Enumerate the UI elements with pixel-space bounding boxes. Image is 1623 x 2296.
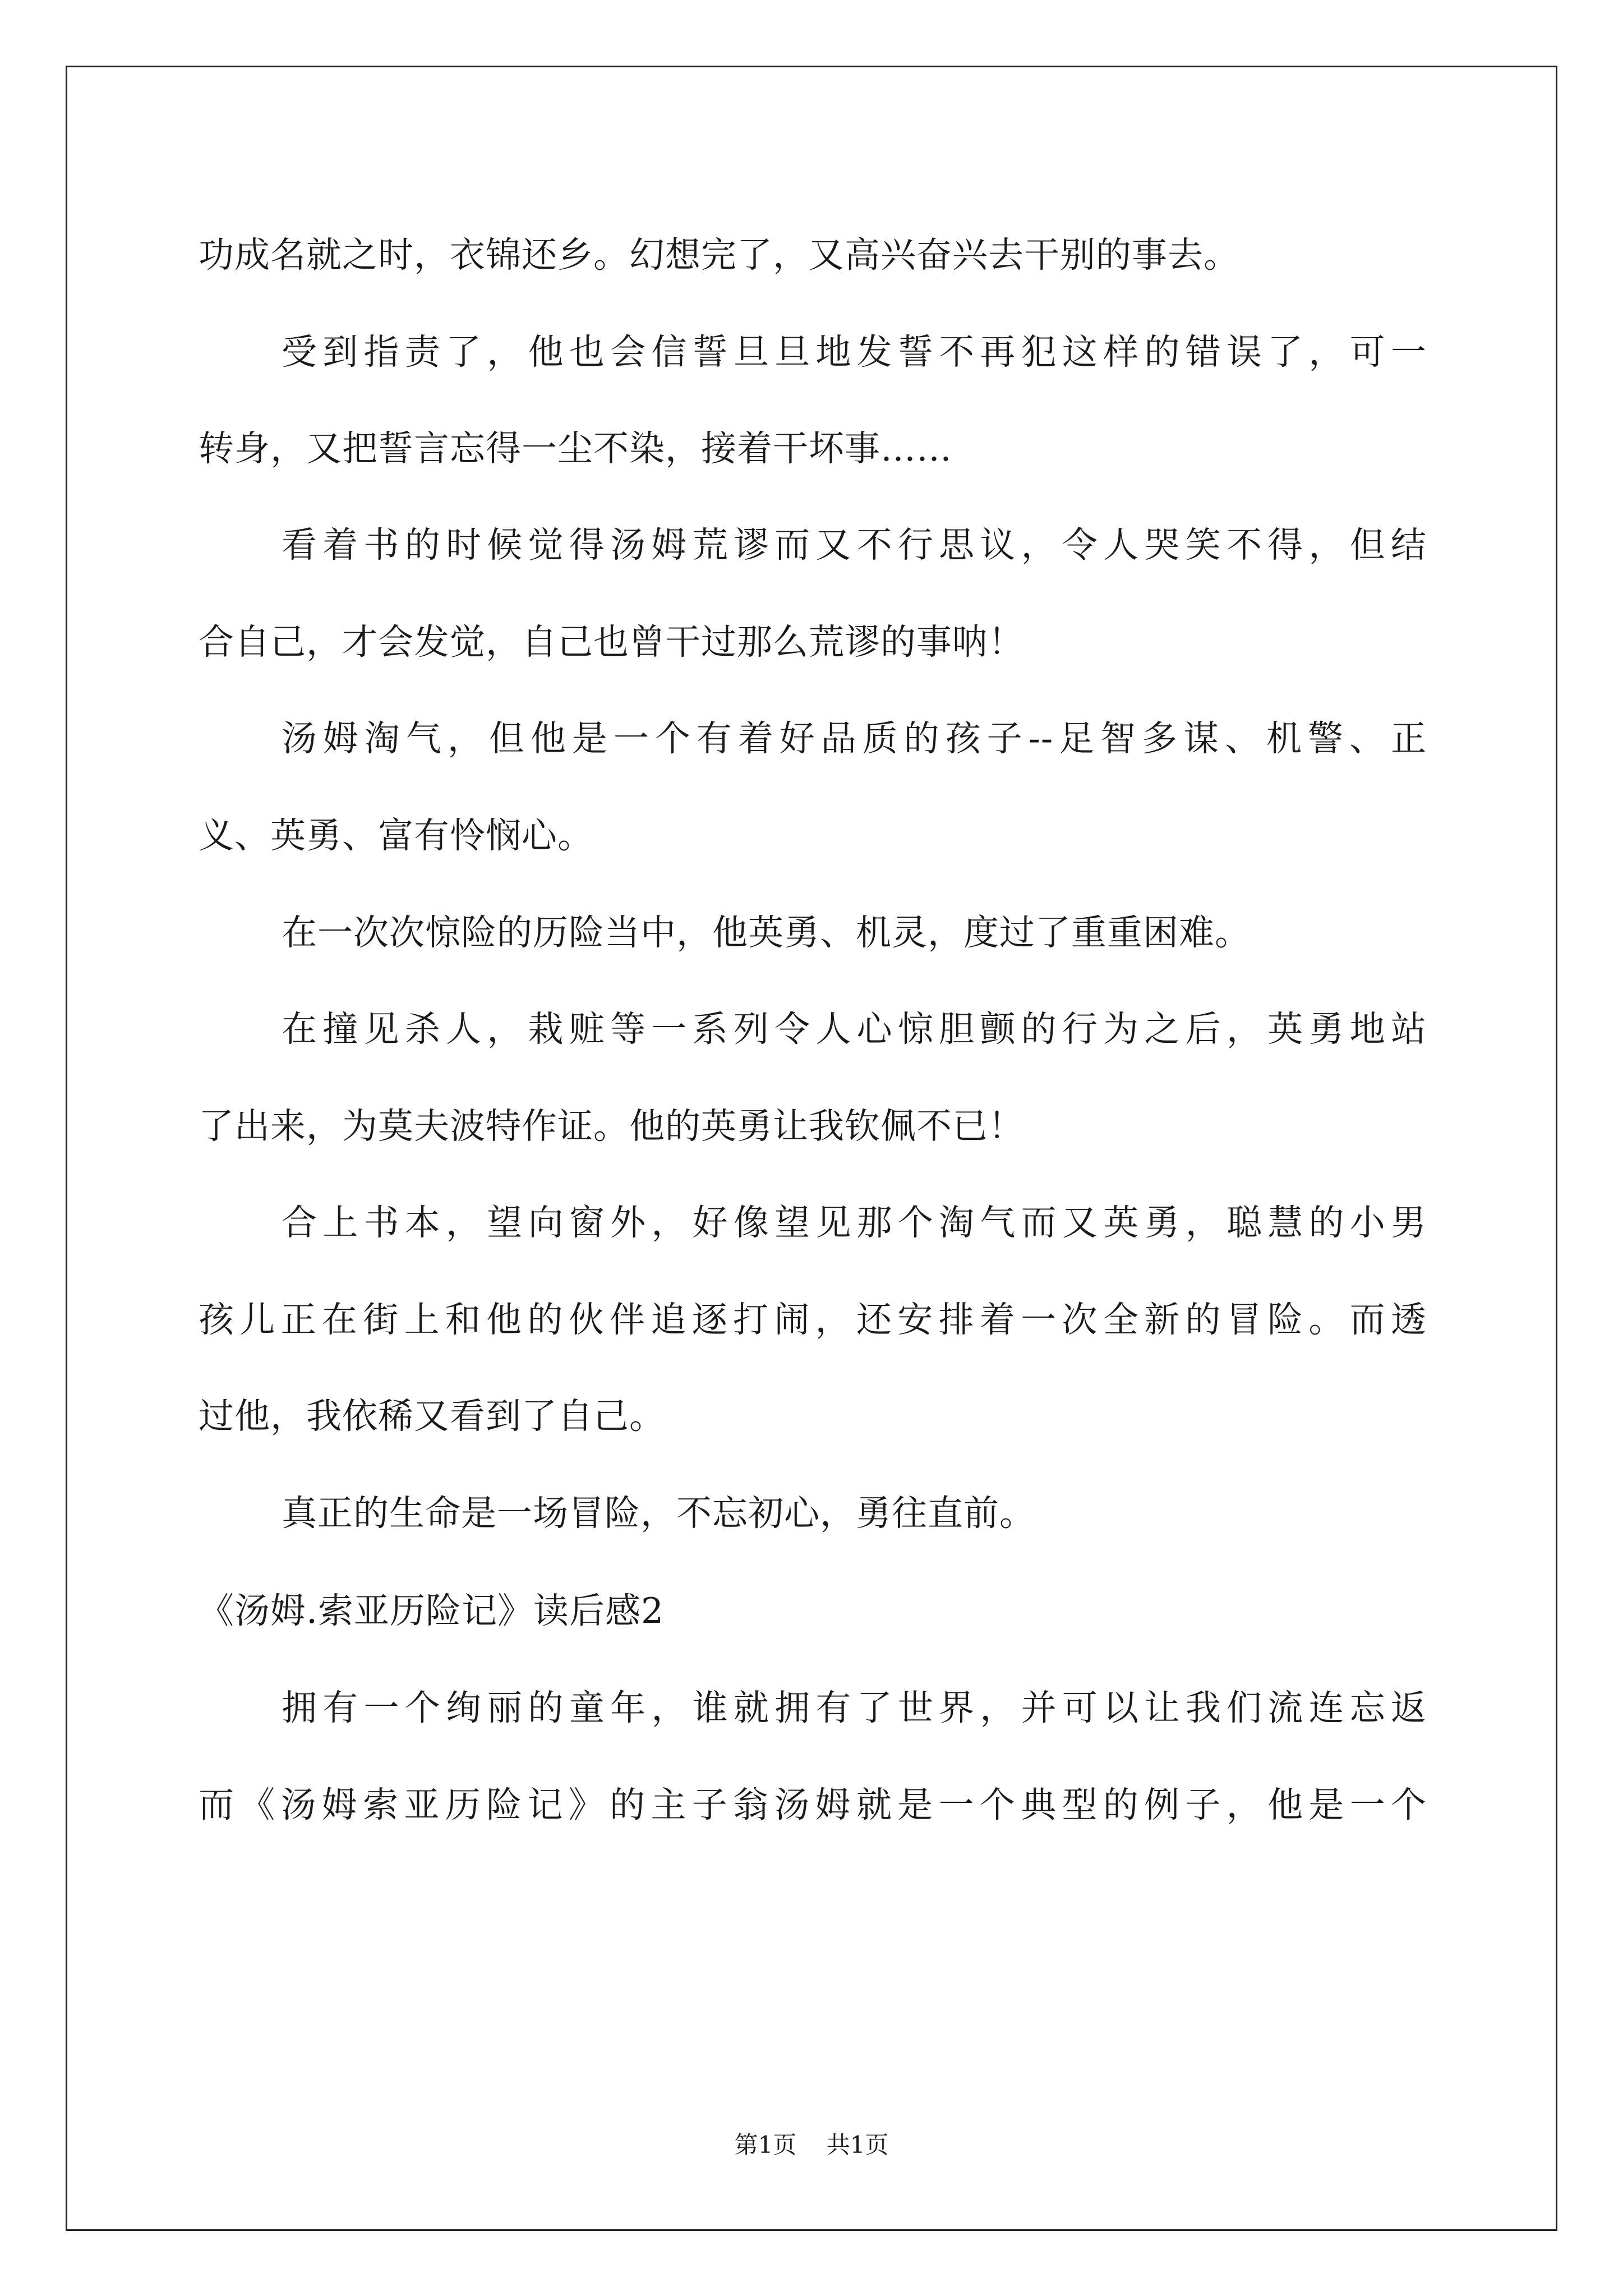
text-line: 孩儿正在街上和他的伙伴追逐打闹，还安排着一次全新的冒险。而透	[199, 1299, 1427, 1340]
section-title: 《汤姆.索亚历险记》读后感2	[199, 1590, 665, 1631]
paragraph-line: 受到指责了，他也会信誓旦旦地发誓不再犯这样的错误了，可一	[282, 332, 1427, 372]
page-footer	[0, 2131, 1623, 2160]
text-line: 转身，又把誓言忘得一尘不染，接着干坏事……	[199, 428, 952, 469]
paragraph-line: 看着书的时候觉得汤姆荒谬而又不行思议，令人哭笑不得，但结	[282, 524, 1427, 565]
paragraph-line: 汤姆淘气，但他是一个有着好品质的孩子--足智多谋、机警、正	[282, 718, 1427, 759]
paragraph-line: 在一次次惊险的历险当中，他英勇、机灵，度过了重重困难。	[282, 912, 1251, 953]
text-line: 而《汤姆索亚历险记》的主子翁汤姆就是一个典型的例子，他是一个	[199, 1784, 1427, 1825]
text-line: 过他，我依稀又看到了自己。	[199, 1396, 665, 1437]
text-line: 合自己，才会发觉，自己也曾干过那么荒谬的事呐！	[199, 622, 1024, 662]
page-total: 共1页	[826, 2131, 889, 2159]
page-number: 第1页	[734, 2131, 797, 2159]
text-line: 功成名就之时，衣锦还乡。幻想完了，又高兴奋兴去干别的事去。	[199, 234, 1239, 275]
paragraph-line: 在撞见杀人，栽赃等一系列令人心惊胆颤的行为之后，英勇地站	[282, 1009, 1427, 1050]
paragraph-line: 真正的生命是一场冒险，不忘初心，勇往直前。	[282, 1493, 1035, 1534]
text-line: 了出来，为莫夫波特作证。他的英勇让我钦佩不已！	[199, 1106, 1024, 1147]
paragraph-line: 合上书本，望向窗外，好像望见那个淘气而又英勇，聪慧的小男	[282, 1202, 1427, 1243]
paragraph-line: 拥有一个绚丽的童年，谁就拥有了世界，并可以让我们流连忘返	[282, 1687, 1427, 1728]
text-line: 义、英勇、富有怜悯心。	[199, 815, 593, 856]
